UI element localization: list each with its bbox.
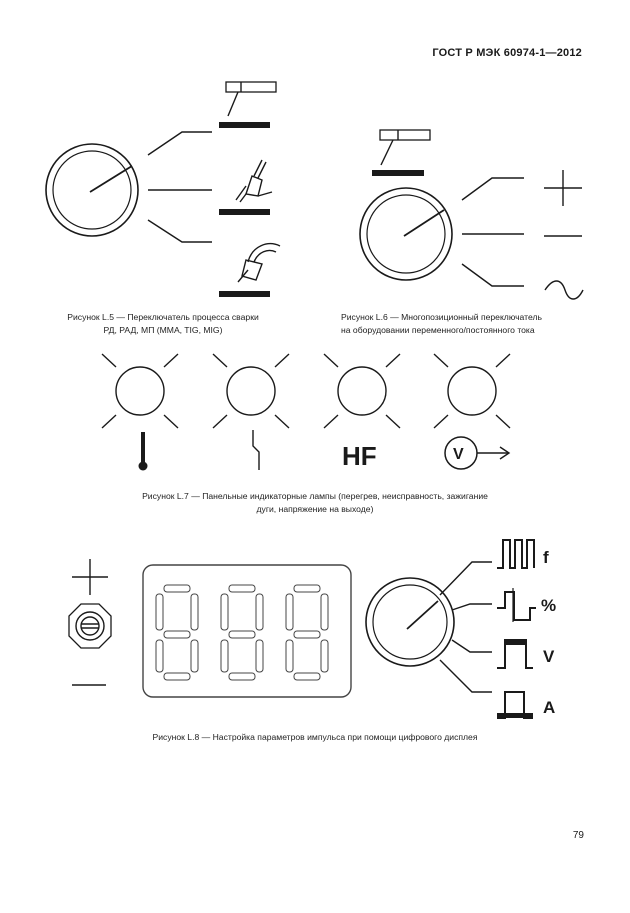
fig-l8-encoder-knob (69, 604, 111, 648)
fig-l5-mma-electrode-icon (219, 82, 276, 128)
fig-l7-caption-line2: дуги, напряжение на выходе) (256, 503, 374, 514)
fig-l7-lamp-fault (213, 354, 289, 428)
fig-l7-caption-line1: Рисунок L.7 — Панельные индикаторные лампы (перегрев, неисправность, зажигание (142, 491, 488, 501)
fig-l7-lamp-arc-ignition (324, 354, 400, 428)
fig-l6-caption-line1: Рисунок L.6 — Многопозиционный переключатель (341, 312, 542, 322)
fig-l6-indicator-icon (372, 130, 430, 176)
fig-l8-digital-display (143, 565, 351, 697)
fig-l5-caption-line2: РД, РАД, МП (MMA, TIG, MIG) (103, 324, 223, 335)
fig-l7-v-label: V (453, 446, 464, 463)
page-header: ГОСТ Р МЭК 60974-1—2012 (432, 47, 582, 59)
fig-l6-caption (341, 311, 586, 336)
fig-l8-label-v: V (543, 647, 555, 666)
fig-l8-label-f: f (543, 548, 549, 567)
fig-l8-label-percent: % (541, 596, 557, 615)
fig-l7-caption (60, 490, 570, 515)
fig-l8-label-a: A (543, 698, 556, 717)
fig-l5-mig-torch-icon (219, 244, 280, 297)
thermometer-icon (139, 432, 148, 471)
fig-l8-caption: Рисунок L.8 — Настройка параметров импульса при помощи цифрового дисплея (152, 732, 478, 742)
fig-l7-hf-label: HF (342, 441, 377, 471)
page-number: 79 (572, 830, 584, 841)
fig-l5-caption-line1: Рисунок L.5 — Переключатель процесса сварки (67, 312, 259, 322)
fig-l6-ac-wave-icon (545, 281, 583, 299)
fault-indicator-icon (253, 430, 259, 470)
fig-l8-plus-icon (72, 559, 108, 595)
fig-l7-lamp-output-voltage (434, 354, 510, 428)
fig-l6-multiposition-switch (360, 178, 524, 286)
pulse-voltage-icon (497, 640, 533, 668)
fig-l7-lamp-overheat (102, 354, 178, 428)
fig-l5-caption (48, 311, 278, 336)
fig-l5-tig-torch-icon (219, 160, 272, 215)
fig-l6-dc-plus-icon (544, 170, 582, 206)
fig-l6-caption-line2: на оборудовании переменного/постоянного тока (341, 324, 535, 335)
pulse-duty-icon (497, 588, 536, 622)
pulse-current-icon (497, 692, 533, 718)
fig-l8-pulse-selector-knob (366, 562, 492, 692)
pulse-frequency-icon (497, 540, 534, 568)
fig-l5-selector-switch (46, 132, 212, 242)
